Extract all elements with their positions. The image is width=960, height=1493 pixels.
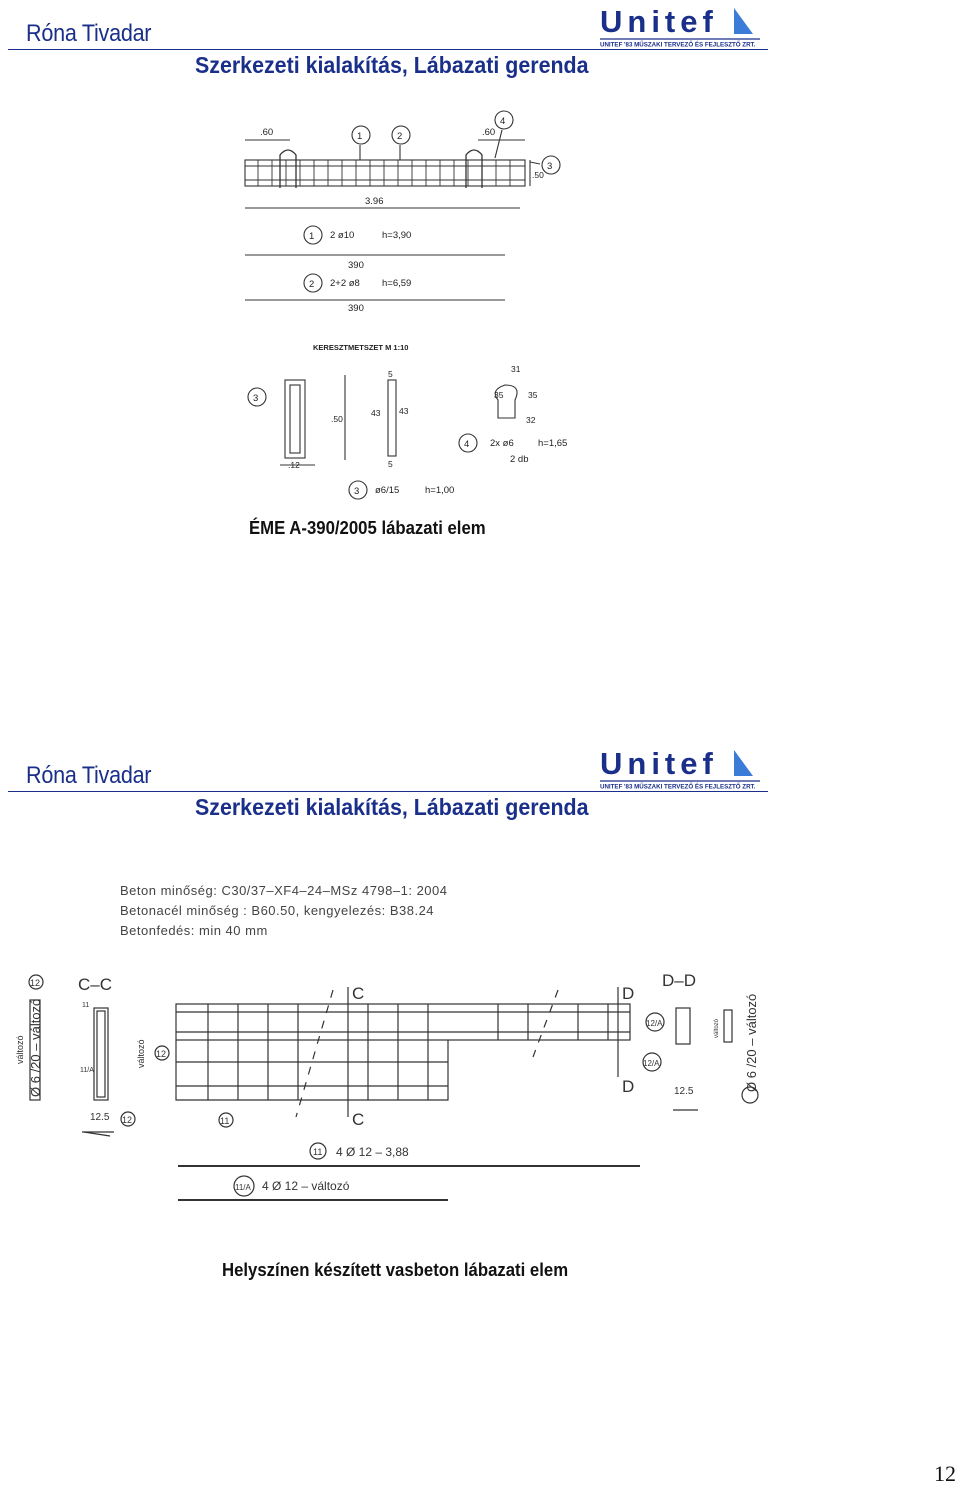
bar2-mark: 2 — [309, 279, 315, 290]
marker-3: 3 — [547, 161, 553, 172]
section-right: 43 — [399, 406, 409, 416]
dim-125-left: 12.5 — [90, 1112, 110, 1123]
dim-height: .50 — [532, 170, 544, 180]
cut-c-bottom: C — [352, 1110, 365, 1129]
slide-subtitle: Szerkezeti kialakítás, Lábazati gerenda — [195, 794, 589, 820]
side-label-right: Ø 6 /20 – változó — [744, 993, 759, 1092]
cut-d-top: D — [622, 984, 635, 1003]
section-dd-label: D–D — [662, 971, 697, 990]
bar4-spec: 2x ø6 — [490, 438, 514, 449]
slide-2-caption: Helyszínen készített vasbeton lábazati elem — [222, 1260, 569, 1280]
dim-125-right: 12.5 — [674, 1086, 694, 1097]
bar4-count: 2 db — [510, 454, 529, 465]
valtozo-cc: változó — [136, 1039, 146, 1068]
precast-beam-drawing — [230, 100, 630, 505]
valtozo-left: változó — [15, 1035, 25, 1064]
dim-left: .60 — [260, 127, 274, 138]
author-name: Róna Tivadar — [26, 762, 152, 789]
mark-12a-bottom: 12/A — [643, 1059, 660, 1068]
logo-tagline: UNITEF '83 MŰSZAKI TERVEZŐ ÉS FEJLESZTŐ ZRT. — [600, 783, 756, 791]
hook-left: 35 — [494, 390, 504, 400]
bar2-h: h=6,59 — [382, 278, 412, 289]
unitef-logo — [600, 746, 760, 790]
bar2-length: 390 — [348, 303, 364, 314]
section-cc-label: C–C — [78, 975, 113, 994]
valtozo-dd: változó — [714, 1018, 720, 1038]
slide-1-caption: ÉME A-390/2005 lábazati elem — [249, 518, 486, 538]
bar1-length: 390 — [348, 260, 364, 271]
bar11a-spec: 4 Ø 12 – változó — [262, 1179, 350, 1193]
section-height: .50 — [331, 414, 343, 424]
bar1-h: h=3,90 — [382, 230, 412, 241]
mark-12-bottom: 12 — [122, 1115, 133, 1125]
bar11-spec: 4 Ø 12 – 3,88 — [336, 1145, 409, 1159]
logo-word: Unitef — [600, 746, 718, 781]
cast-in-place-beam-drawing — [15, 832, 768, 1212]
bar4-h: h=1,65 — [538, 438, 568, 449]
bar11-mark: 11 — [313, 1147, 323, 1157]
bar1-spec: 2 ø10 — [330, 230, 355, 241]
author-name: Róna Tivadar — [26, 20, 152, 47]
logo-tagline: UNITEF '83 MŰSZAKI TERVEZŐ ÉS FEJLESZTŐ ZRT. — [600, 41, 756, 49]
hook-bottom: 32 — [526, 415, 536, 425]
slide-subtitle: Szerkezeti kialakítás, Lábazati gerenda — [195, 52, 589, 78]
hook-top: 31 — [511, 364, 521, 374]
cut-c-top: C — [352, 984, 365, 1003]
note-steel: Betonacél minőség : B60.50, kengyelezés: B38.24 — [120, 903, 435, 918]
bar11a-mark: 11/A — [235, 1183, 251, 1192]
logo-word: Unitef — [600, 4, 718, 39]
marker-1: 1 — [357, 131, 363, 142]
note-concrete: Beton minőség: C30/37–XF4–24–MSz 4798–1: 2004 — [120, 883, 448, 898]
bar3-mark: 3 — [354, 486, 360, 497]
cut-d-bottom: D — [622, 1077, 635, 1096]
bar3-h: h=1,00 — [425, 485, 455, 496]
mark-11-cc: 11 — [82, 1002, 90, 1009]
note-cover: Betonfedés: min 40 mm — [120, 923, 268, 938]
header-rule — [8, 791, 768, 792]
section-bottom: 5 — [388, 459, 393, 469]
section-width: .12 — [288, 460, 300, 470]
hook-right: 35 — [528, 390, 538, 400]
bar4-mark: 4 — [464, 439, 470, 450]
total-length: 3.96 — [365, 196, 384, 207]
bar1-mark: 1 — [309, 231, 315, 242]
side-label-left: Ø 6 /20 – változó — [28, 998, 43, 1097]
bar3-spec: ø6/15 — [375, 485, 400, 496]
bar2-spec: 2+2 ø8 — [330, 278, 360, 289]
section-top: 5 — [388, 369, 393, 379]
unitef-logo — [600, 4, 760, 48]
page-number: 12 — [934, 1461, 956, 1486]
marker-2: 2 — [397, 131, 403, 142]
section-left: 43 — [371, 408, 381, 418]
header-rule — [8, 49, 768, 50]
mark-12-cc: 12 — [156, 1049, 167, 1059]
mark-11-elev: 11 — [220, 1116, 230, 1126]
mark-12-left: 12 — [30, 978, 41, 988]
dim-right: .60 — [482, 127, 496, 138]
marker-4: 4 — [500, 116, 506, 127]
mark-12a-top: 12/A — [646, 1019, 663, 1028]
mark-11a-cc: 11/A — [80, 1067, 94, 1074]
section-marker-3: 3 — [253, 393, 259, 404]
section-title: KERESZTMETSZET M 1:10 — [313, 343, 409, 352]
